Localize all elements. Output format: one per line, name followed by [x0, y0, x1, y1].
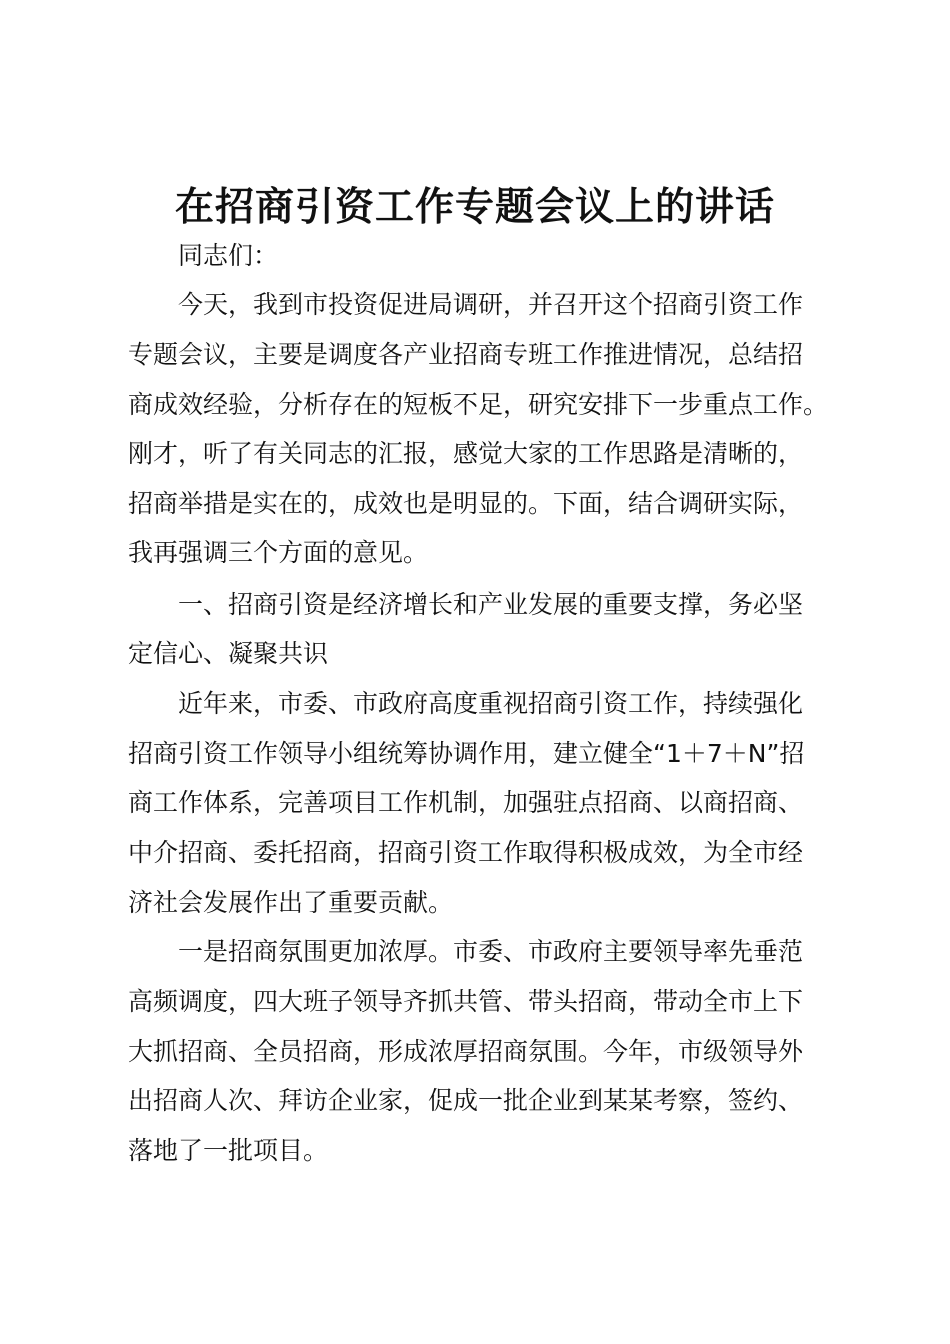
paragraph-line: 一是招商氛围更加浓厚。市委、市政府主要领导率先垂范: [178, 937, 804, 966]
salutation: 同志们：: [178, 241, 279, 270]
paragraph-line: 刚才，听了有关同志的汇报，感觉大家的工作思路是清晰的，: [128, 439, 804, 468]
paragraph-line: 商成效经验，分析存在的短板不足，研究安排下一步重点工作。: [128, 390, 829, 419]
paragraph-line: 济社会发展作出了重要贡献。: [128, 888, 454, 917]
paragraph-line: 今天，我到市投资促进局调研，并召开这个招商引资工作: [178, 290, 804, 319]
paragraph-line: 招商举措是实在的，成效也是明显的。下面，结合调研实际，: [128, 489, 804, 518]
paragraph-line: 我再强调三个方面的意见。: [128, 538, 429, 567]
paragraph-line: 商工作体系，完善项目工作机制，加强驻点招商、以商招商、: [128, 788, 804, 817]
paragraph-line: 近年来，市委、市政府高度重视招商引资工作，持续强化: [178, 689, 804, 718]
paragraph-line: 落地了一批项目。: [128, 1136, 329, 1165]
section-heading-line: 定信心、凝聚共识: [128, 639, 329, 668]
document-title: 在招商引资工作专题会议上的讲话: [174, 185, 775, 230]
paragraph-line: 大抓招商、全员招商，形成浓厚招商氛围。今年，市级领导外: [128, 1037, 804, 1066]
section-heading-line: 一、招商引资是经济增长和产业发展的重要支撑，务必坚: [178, 590, 804, 619]
paragraph-line: 中介招商、委托招商，招商引资工作取得积极成效，为全市经: [128, 838, 804, 867]
paragraph-line: 高频调度，四大班子领导齐抓共管、带头招商，带动全市上下: [128, 987, 804, 1016]
paragraph-line: 出招商人次、拜访企业家，促成一批企业到某某考察，签约、: [128, 1086, 804, 1115]
paragraph-line: 专题会议，主要是调度各产业招商专班工作推进情况，总结招: [128, 340, 804, 369]
paragraph-line: 招商引资工作领导小组统筹协调作用，建立健全“1＋7＋N”招: [128, 739, 805, 768]
